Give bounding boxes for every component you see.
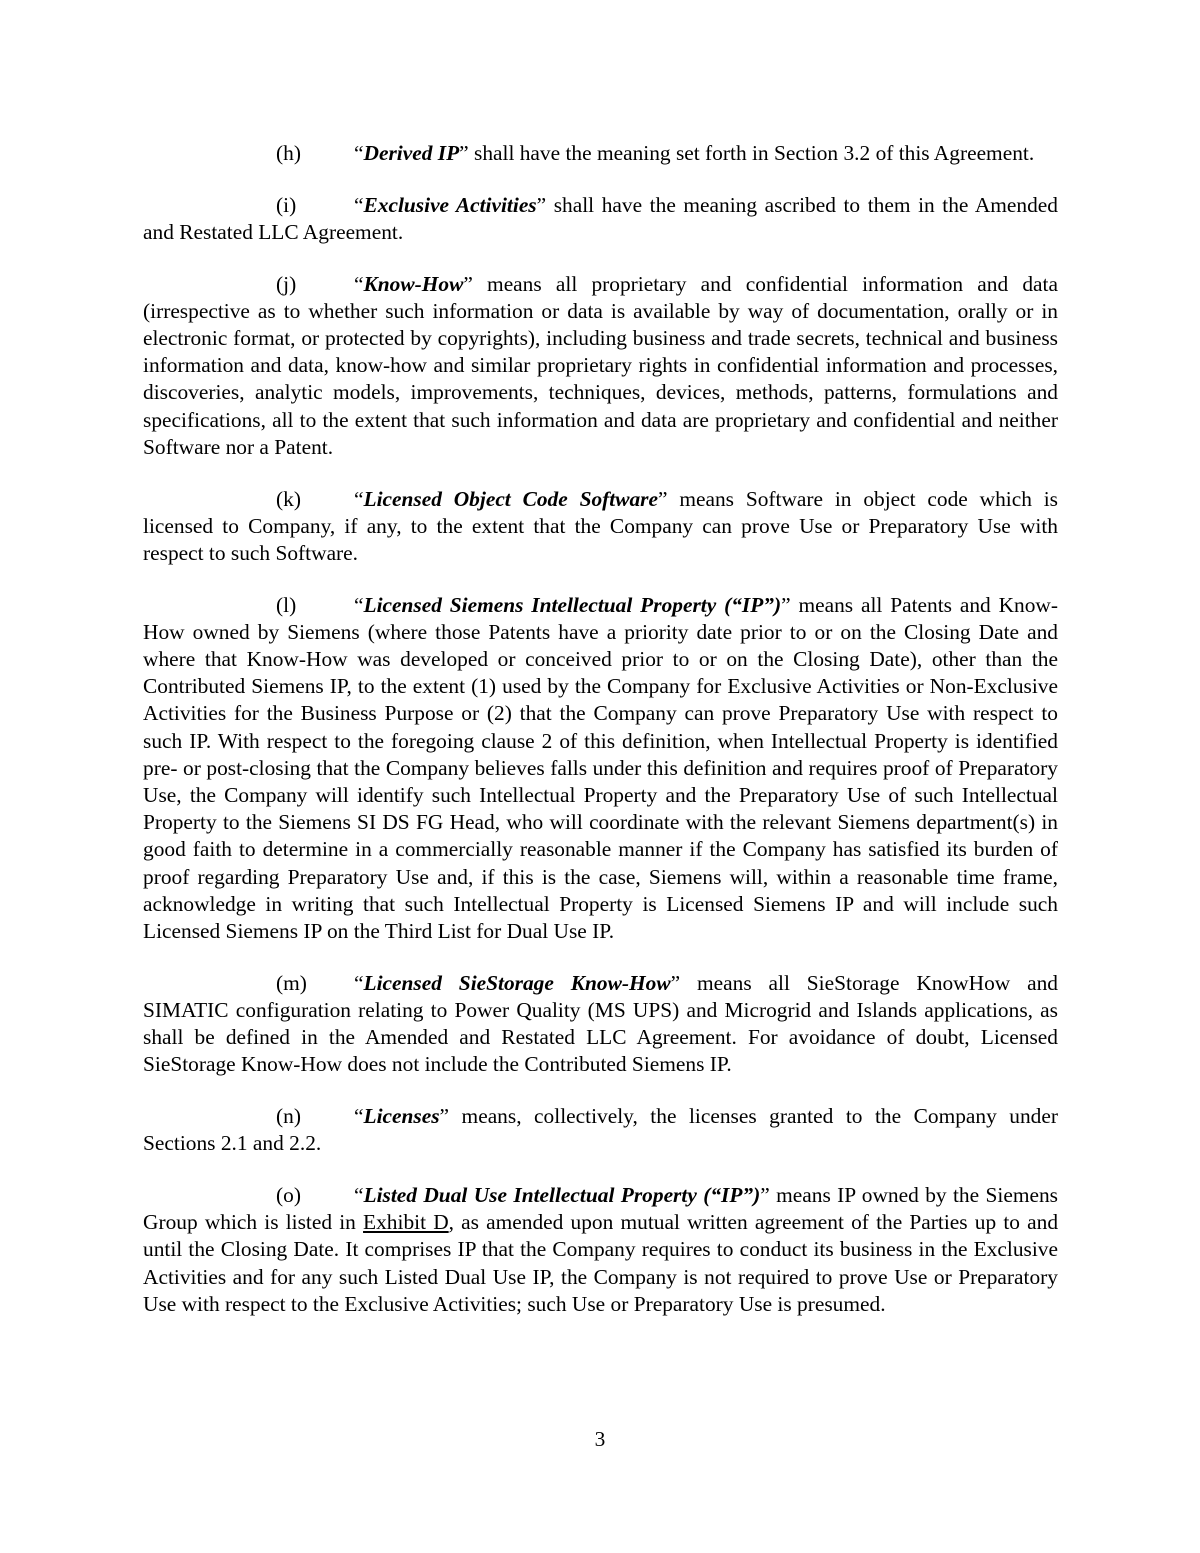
defined-term: Licensed Object Code Software [363,486,659,511]
definition-text: shall have the meaning ascribed to them in the Amended and Restated LLC Agreement. [143,192,1058,244]
clause-number: (j) [276,271,297,296]
definition-text: means all Patents and Know-How owned by Siemens (where those Patents have a priority date prior to or on the Closing Date and where that Know-How was developed or conceived prior to or on the Closing Date), other than the Contributed Siemens IP, to the extent (1) used by the Company for Exclusive Activities or Non-Exclusive Activities for the Business Purpose or (2) that the Company can prove Preparatory Use with respect to such IP. With respect to the foregoing clause 2 of this definition, when Intellectual Property is identified pre- or post-closing that the Company believes falls under this definition and requires proof of Preparatory Use, the Company will identify such Intellectual Property and the Preparatory Use of such Intellectual Property to the Siemens SI DS FG Head, who will coordinate with the relevant Siemens department(s) in good faith to determine in a commercially reasonable manner if the Company has satisfied its burden of proof regarding Preparatory Use and, if this is the case, Siemens will, within a reasonable time frame, acknowledge in writing that such Intellectual Property is Licensed Siemens IP and will include such Licensed Siemens IP on the Third List for Dual Use IP. [143,592,1059,944]
document-page [143,140,1058,1343]
page-number: 3 [594,1427,606,1451]
defined-term: Derived IP [363,141,460,165]
exhibit-d-reference: Exhibit D [363,1210,449,1235]
clause-number: (n) [276,1104,301,1129]
defined-term: Licenses [363,1104,440,1129]
definition-l: (l) “Licensed Siemens Intellectual Property (“IP”)” means all Patents and Know-How owned by Siemens (where those Patents have a priority date prior to or on the Closing Date and where that Know-How was developed or conceived prior to or on the Closing Date), other than the Contributed Siemens IP, to the extent (1) used by the Company for Exclusive Activities or Non-Exclusive Activities for the Business Purpose or (2) that the Company can prove Preparatory Use with respect to such IP. With respect to the foregoing clause 2 of this definition, when Intellectual Property is identified pre- or post-closing that the Company believes falls under this definition and requires proof of Preparatory Use, the Company will identify such Intellectual Property and the Preparatory Use of such Intellectual Property to the Siemens SI DS FG Head, who will coordinate with the relevant Siemens department(s) in good faith to determine in a commercially reasonable manner if the Company has satisfied its burden of proof regarding Preparatory Use and, if this is the case, Siemens will, within a reasonable time frame, acknowledge in writing that such Intellectual Property is Licensed Siemens IP and will include such Licensed Siemens IP on the Third List for Dual Use IP. [143,592,1059,944]
definition-text: means, collectively, the licenses granted to the Company under Sections 2.1 and 2.2. [143,1104,1058,1156]
defined-term: Listed Dual Use Intellectual Property (“IP”) [363,1183,761,1207]
definition-text: means all proprietary and confidential information and data (irrespective as to whether such information or data is available by way of documentation, orally or in electronic format, or protected by copyrights), including business and trade secrets, technical and business information and data, know-how and similar proprietary rights in confidential information and processes, discoveries, analytic models, improvements, techniques, devices, methods, patterns, formulations and specifications, all to the extent that such information and data are proprietary and confidential and neither Software nor a Patent. [143,271,1058,459]
definition-text: means Software in object code which is licensed to Company, if any, to the extent that the Company can prove Use or Preparatory Use with respect to such Software. [143,486,1059,565]
clause-number: (l) [276,592,297,617]
defined-term: Know-How [363,271,464,296]
definition-o: (o) “Listed Dual Use Intellectual Property (“IP”)” means IP owned by the Siemens Group which is listed in Exhibit D, as amended upon mutual written agreement of the Parties up to and until the Closing Date. It comprises IP that the Company requires to conduct its business in the Exclusive Activities and for any such Listed Dual Use IP, the Company is not required to prove Use or Preparatory Use with respect to the Exclusive Activities; such Use or Preparatory Use is presumed. [143,1183,1059,1316]
definition-text: shall have the meaning set forth in Section 3.2 of this Agreement. [468,141,1035,165]
defined-term: Exclusive Activities [363,192,537,217]
clause-number: (o) [276,1183,301,1207]
definition-n: (n) “Licenses” means, collectively, the licenses granted to the Company under Sections 2.1 and 2.2. [143,1104,1058,1156]
definition-k: (k) “Licensed Object Code Software” means Software in object code which is licensed to Company, if any, to the extent that the Company can prove Use or Preparatory Use with respect to such Software. [143,486,1059,565]
clause-number: (k) [276,486,301,511]
definition-h: (h) “Derived IP” shall have the meaning set forth in Section 3.2 of this Agreement. [143,140,1058,167]
definition-text-before-link: means IP owned by the Siemens Group which is listed in [143,1183,1059,1235]
definition-text: , as amended upon mutual written agreement of the Parties up to and until the Closing Date. It comprises IP that the Company requires to conduct its business in the Exclusive Activities and for any such Listed Dual Use IP, the Company is not required to prove Use or Preparatory Use with respect to the Exclusive Activities; such Use or Preparatory Use is presumed. [143,1210,1059,1316]
definition-text: means all SieStorage KnowHow and SIMATIC configuration relating to Power Quality (MS UPS) and Microgrid and Islands applications, as shall be defined in the Amended and Restated LLC Agreement. For avoidance of doubt, Licensed SieStorage Know-How does not include the Contributed Siemens IP. [143,970,1058,1077]
clause-number: (h) [276,141,301,165]
clause-number: (m) [276,970,307,995]
defined-term: Licensed Siemens Intellectual Property (“IP”) [363,592,782,617]
clause-number: (i) [276,192,297,217]
definition-i: (i) “Exclusive Activities” shall have the meaning ascribed to them in the Amended and Restated LLC Agreement. [143,192,1058,244]
defined-term: Licensed SieStorage Know-How [363,970,671,995]
definition-j: (j) “Know-How” means all proprietary and confidential information and data (irrespective as to whether such information or data is available by way of documentation, orally or in electronic format, or protected by copyrights), including business and trade secrets, technical and business information and data, know-how and similar proprietary rights in confidential information and processes, discoveries, analytic models, improvements, techniques, devices, methods, patterns, formulations and specifications, all to the extent that such information and data are proprietary and confidential and neither Software nor a Patent. [143,271,1058,459]
definition-m: (m) “Licensed SieStorage Know-How” means all SieStorage KnowHow and SIMATIC configuration relating to Power Quality (MS UPS) and Microgrid and Islands applications, as shall be defined in the Amended and Restated LLC Agreement. For avoidance of doubt, Licensed SieStorage Know-How does not include the Contributed Siemens IP. [143,970,1058,1077]
